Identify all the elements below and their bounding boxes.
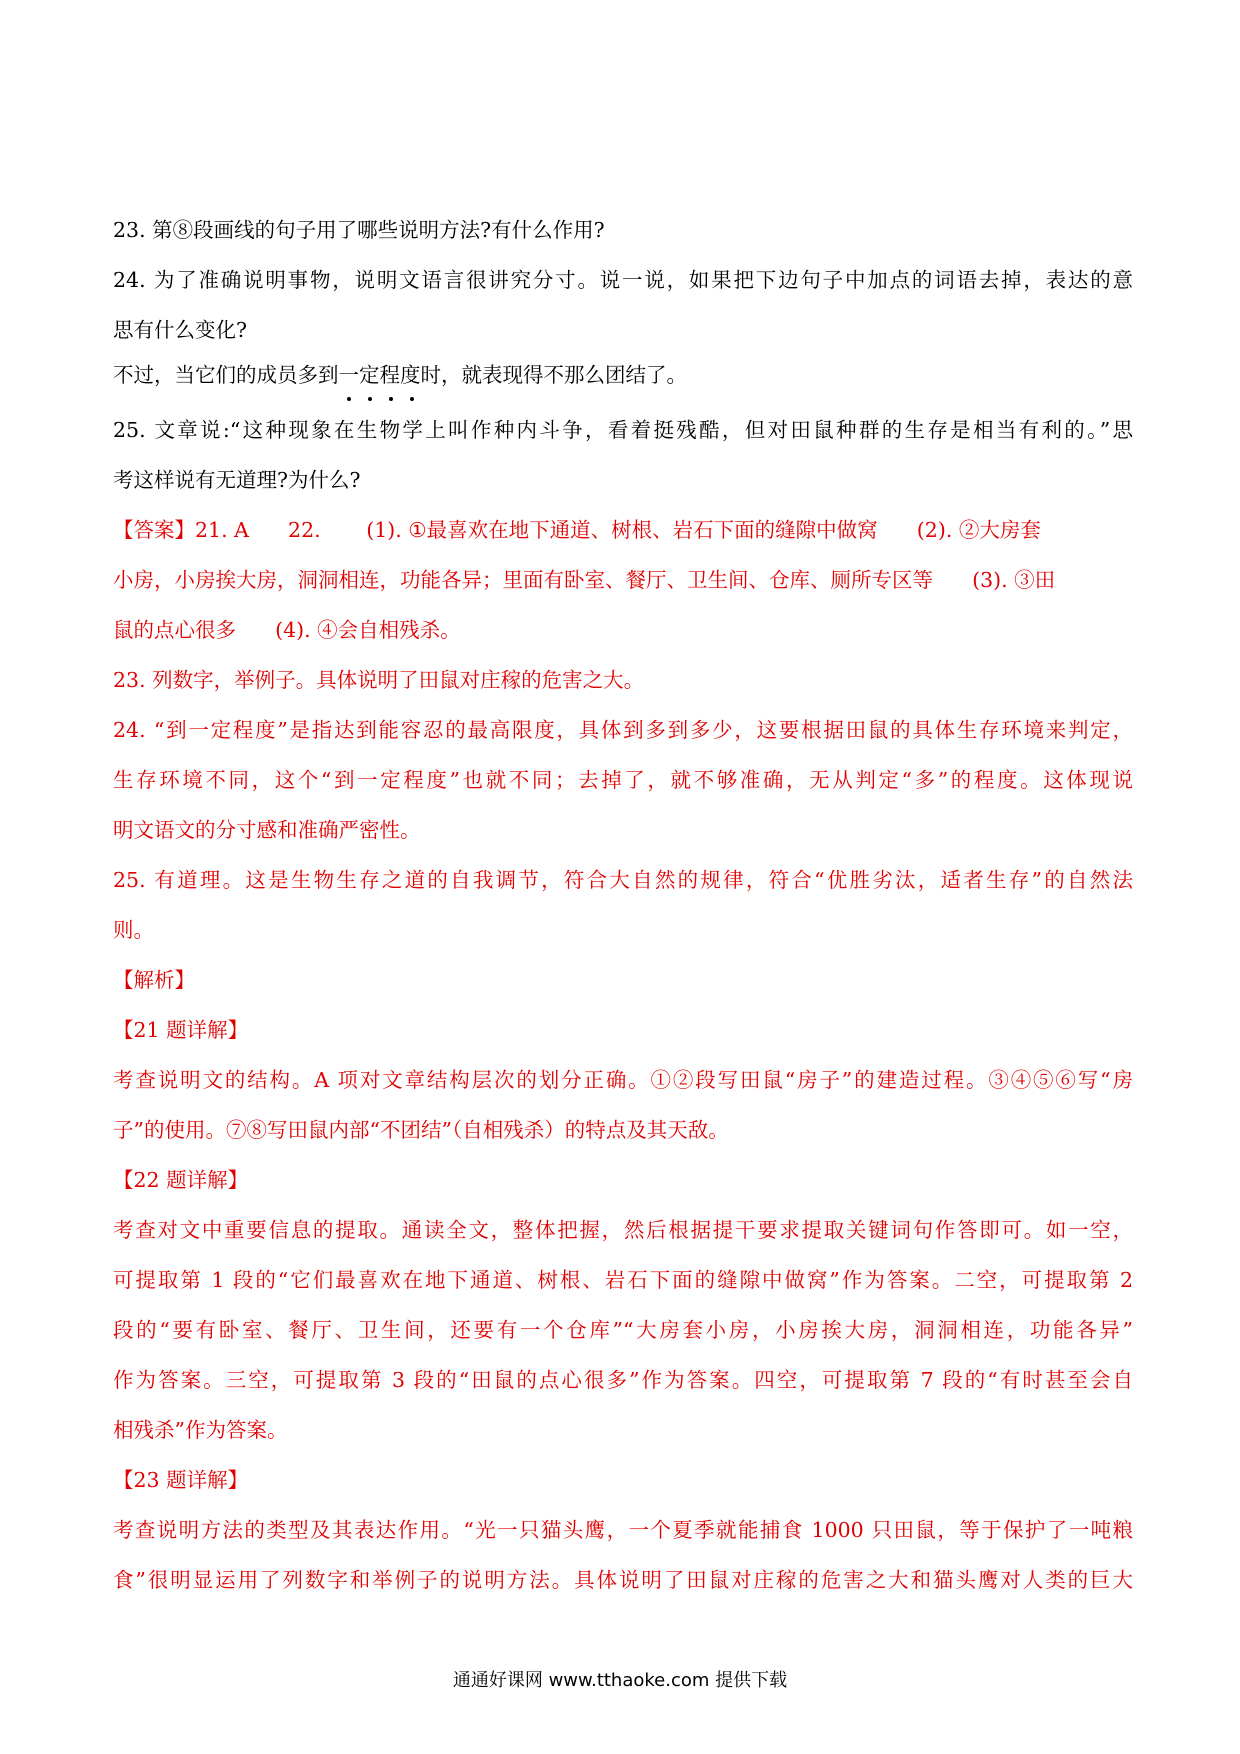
sentence-after: 时，就表现得不那么团结了。 <box>420 363 687 387</box>
emphasis-dot <box>389 397 393 401</box>
answer-24-line-1: 24. “到一定程度”是指达到能容忍的最高限度，具体到多到多少，这要根据田鼠的具体生存环境来判定， <box>113 718 1133 742</box>
detail-21-heading: 【21 题详解】 <box>113 1018 249 1042</box>
detail-23-line-1: 考查说明方法的类型及其表达作用。“光一只猫头鹰，一个夏季就能捕食 1000 只田鼠，等于保护了一吨粮 <box>113 1518 1133 1542</box>
answer-23: 23. 列数字，举例子。具体说明了田鼠对庄稼的危害之大。 <box>113 668 645 692</box>
emphasized-words-text: 一定程度 <box>338 363 421 387</box>
question-24-line-1: 24. 为了准确说明事物，说明文语言很讲究分寸。说一说，如果把下边句子中加点的词语去掉，表达的意 <box>113 268 1133 292</box>
page-footer: 通通好课网 www.tthaoke.com 提供下载 <box>452 1670 788 1691</box>
analysis-heading: 【解析】 <box>113 968 195 992</box>
answer-line-1: 【答案】21. A 22. (1). ①最喜欢在地下通道、树根、岩石下面的缝隙中做窝 (2). ②大房套 <box>113 518 1041 542</box>
answer-24-line-3: 明文语文的分寸感和准确严密性。 <box>113 818 421 842</box>
answer-line-3: 鼠的点心很多 (4). ④会自相残杀。 <box>113 618 461 642</box>
sentence-before: 不过，当它们的成员多到 <box>113 363 339 387</box>
question-25-line-2: 考这样说有无道理?为什么? <box>113 468 361 492</box>
answer-25-line-1: 25. 有道理。这是生物生存之道的自我调节，符合大自然的规律，符合“优胜劣汰，适者生存”的自然法 <box>113 868 1133 892</box>
question-23: 23. 第⑧段画线的句子用了哪些说明方法?有什么作用? <box>113 218 605 242</box>
question-24-example-sentence <box>113 355 1133 399</box>
question-24-line-2: 思有什么变化? <box>113 318 247 342</box>
detail-22-line-5: 相残杀”作为答案。 <box>113 1418 288 1442</box>
page-content <box>113 205 1133 1605</box>
detail-22-heading: 【22 题详解】 <box>113 1168 249 1192</box>
question-25-line-1: 25. 文章说:“这种现象在生物学上叫作种内斗争，看着挺残酷，但对田鼠种群的生存是相当有利的。”思 <box>113 418 1133 442</box>
detail-21-line-2: 子”的使用。⑦⑧写田鼠内部“不团结”（自相残杀）的特点及其天敌。 <box>113 1118 729 1142</box>
answer-24-line-2: 生存环境不同，这个“到一定程度”也就不同；去掉了，就不够准确，无从判定“多”的程度。这体现说 <box>113 768 1133 792</box>
emphasized-words <box>339 363 421 387</box>
detail-22-line-1: 考查对文中重要信息的提取。通读全文，整体把握，然后根据提干要求提取关键词句作答即可。如一空， <box>113 1218 1133 1242</box>
emphasis-dot <box>368 397 372 401</box>
detail-21-line-1: 考查说明文的结构。A 项对文章结构层次的划分正确。①②段写田鼠“房子”的建造过程。③④⑤⑥写“房 <box>113 1068 1133 1092</box>
answer-25-line-2: 则。 <box>113 918 154 942</box>
emphasis-dot <box>347 397 351 401</box>
detail-22-line-2: 可提取第 1 段的“它们最喜欢在地下通道、树根、岩石下面的缝隙中做窝”作为答案。二空，可提取第 2 <box>113 1268 1133 1292</box>
detail-22-line-4: 作为答案。三空，可提取第 3 段的“田鼠的点心很多”作为答案。四空，可提取第 7 段的“有时甚至会自 <box>113 1368 1133 1392</box>
detail-23-line-2: 食”很明显运用了列数字和举例子的说明方法。具体说明了田鼠对庄稼的危害之大和猫头鹰对人类的巨大 <box>113 1568 1133 1592</box>
detail-22-line-3: 段的“要有卧室、餐厅、卫生间，还要有一个仓库”“大房套小房，小房挨大房，洞洞相连，功能各异” <box>113 1318 1133 1342</box>
answer-line-2: 小房，小房挨大房，洞洞相连，功能各异；里面有卧室、餐厅、卫生间、仓库、厕所专区等 (3). ③田 <box>113 568 1056 592</box>
emphasis-dot <box>410 397 414 401</box>
detail-23-heading: 【23 题详解】 <box>113 1468 249 1492</box>
